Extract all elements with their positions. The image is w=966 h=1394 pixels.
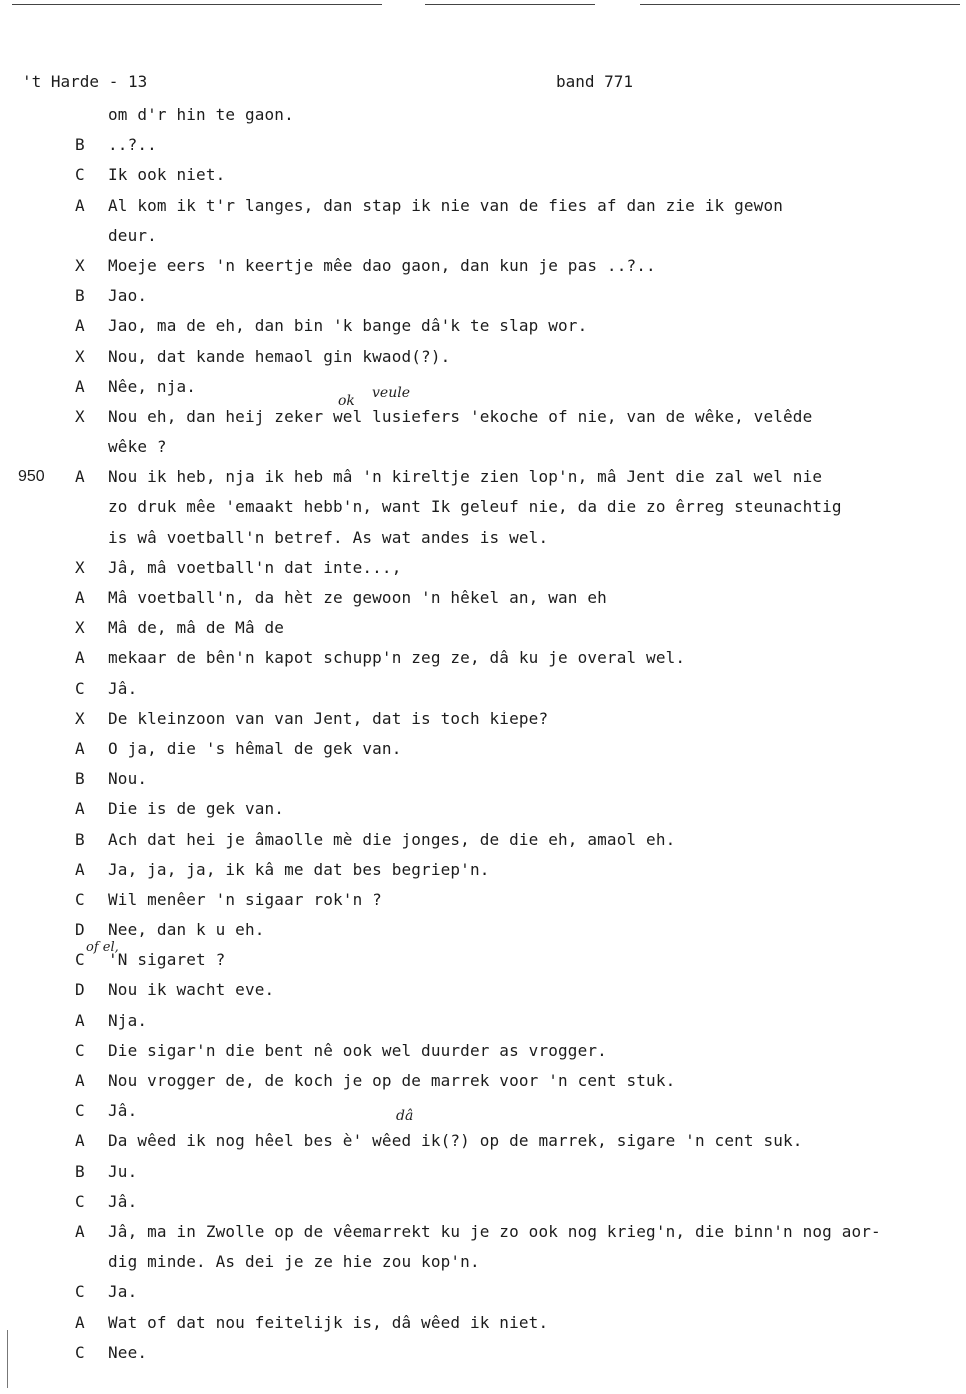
utterance-text: deur. [108, 225, 157, 245]
speaker-label: X [75, 618, 85, 638]
utterance-text: Ach dat hei je âmaolle mè die jonges, de die eh, amaol eh. [108, 829, 676, 849]
speaker-label: A [75, 1071, 85, 1090]
transcript-line [0, 100, 966, 130]
utterance-text: Nêe, nja. [108, 376, 197, 396]
transcript-line [0, 1036, 966, 1066]
transcript-line [0, 1217, 966, 1247]
transcript-line [0, 855, 966, 885]
speaker-label: X [75, 708, 85, 728]
speaker-label: A [75, 588, 85, 607]
transcript-line [0, 825, 966, 855]
transcript-lines [0, 100, 966, 1368]
speaker-label: C [75, 950, 85, 970]
handwritten-note-veule: veule [372, 385, 410, 401]
transcript-line [0, 1096, 966, 1126]
utterance-text: Nou ik heb, nja ik heb mâ 'n kireltje zien lop'n, mâ Jent die zal wel nie [108, 467, 823, 487]
utterance-text: Jâ. [108, 1101, 138, 1121]
page-title: 't Harde - 13 [22, 72, 148, 91]
speaker-label: C [75, 1342, 85, 1362]
transcript-line [0, 945, 966, 975]
speaker-label: A [75, 738, 85, 758]
utterance-text: Wat of dat nou feitelijk is, dâ wêed ik niet. [108, 1312, 549, 1332]
speaker-label: X [75, 346, 85, 366]
speaker-label: C [75, 165, 85, 185]
utterance-text: Nee, dan k u eh. [108, 920, 265, 940]
utterance-text: Mâ de, mâ de Mâ de [108, 618, 285, 638]
transcript-line [0, 342, 966, 372]
transcript-line [0, 1006, 966, 1036]
transcript-line [0, 1157, 966, 1187]
utterance-text: Nou vrogger de, de koch je op de marrek voor 'n cent stuk. [108, 1071, 676, 1090]
utterance-text: 'N sigaret ? [108, 950, 226, 970]
speaker-label: C [75, 1101, 85, 1121]
utterance-text: Jao, ma de eh, dan bin 'k bange dâ'k te slap wor. [108, 316, 588, 336]
transcript-line [0, 704, 966, 734]
line-number: 950 [18, 468, 45, 486]
speaker-label: A [75, 1131, 85, 1151]
speaker-label: D [75, 920, 85, 940]
speaker-label: A [75, 1312, 85, 1332]
utterance-text: Jâ. [108, 1191, 138, 1211]
speaker-label: X [75, 406, 85, 426]
utterance-text: Ja, ja, ja, ik kâ me dat bes begriep'n. [108, 859, 490, 879]
speaker-label: A [75, 859, 85, 879]
speaker-label: A [75, 316, 85, 336]
transcript-line [0, 1126, 966, 1156]
speaker-label: A [75, 799, 85, 819]
transcript-line [0, 764, 966, 794]
transcript-line [0, 281, 966, 311]
speaker-label: C [75, 889, 85, 909]
speaker-label: B [75, 286, 85, 306]
utterance-text: Die sigar'n die bent nê ook wel duurder as vrogger. [108, 1040, 607, 1060]
speaker-label: A [75, 1010, 85, 1030]
utterance-text: Jâ, ma in Zwolle op de vêemarrekt ku je zo ook nog krieg'n, die binn'n nog aor- [108, 1221, 881, 1241]
speaker-label: B [75, 135, 85, 155]
top-rule-left [12, 4, 382, 5]
transcript-line [0, 643, 966, 673]
utterance-text: Nou, dat kande hemaol gin kwaod(?). [108, 346, 451, 366]
page-header [22, 72, 952, 96]
transcript-line [0, 553, 966, 583]
handwritten-note-ok: ok [338, 393, 355, 409]
utterance-text: mekaar de bên'n kapot schupp'n zeg ze, dâ ku je overal wel. [108, 648, 686, 668]
utterance-text: wêke ? [108, 437, 167, 457]
utterance-text: om d'r hin te gaon. [108, 105, 294, 124]
transcript-line [0, 734, 966, 764]
transcript-line [0, 1066, 966, 1096]
utterance-text: Ja. [108, 1282, 138, 1302]
transcript-line [0, 432, 966, 462]
transcript-line [0, 915, 966, 945]
utterance-text: Nou eh, dan heij zeker wel lusiefers 'ekoche of nie, van de wêke, velêde [108, 406, 813, 426]
transcript-line [0, 372, 966, 402]
top-rule-right [640, 4, 960, 5]
transcript-line [0, 613, 966, 643]
handwritten-note-of-el: of el, [86, 940, 119, 955]
utterance-text: dig minde. As dei je ze hie zou kop'n. [108, 1252, 480, 1272]
utterance-text: Da wêed ik nog hêel bes è' wêed ik(?) op de marrek, sigare 'n cent suk. [108, 1131, 803, 1151]
transcript-line [0, 160, 966, 190]
utterance-text: Die is de gek van. [108, 799, 285, 819]
speaker-label: D [75, 980, 85, 1000]
transcript-line [0, 1338, 966, 1368]
transcript-line [0, 1187, 966, 1217]
transcript-line [0, 975, 966, 1005]
speaker-label: B [75, 829, 85, 849]
transcript-line [0, 191, 966, 221]
transcript-line [0, 523, 966, 553]
utterance-text: Nja. [108, 1010, 148, 1030]
utterance-text: De kleinzoon van van Jent, dat is toch kiepe? [108, 708, 549, 728]
speaker-label: A [75, 195, 85, 215]
transcript-line [0, 402, 966, 432]
speaker-label: C [75, 1040, 85, 1060]
transcript-line [0, 583, 966, 613]
speaker-label: C [75, 678, 85, 698]
speaker-label: A [75, 467, 85, 487]
transcript-line [0, 1277, 966, 1307]
transcript-line [0, 674, 966, 704]
transcript-line [0, 1247, 966, 1277]
utterance-text: Nou. [108, 769, 148, 789]
utterance-text: Al kom ik t'r langes, dan stap ik nie van de fies af dan zie ik gewon [108, 195, 784, 215]
transcript-line [0, 885, 966, 915]
speaker-label: X [75, 255, 85, 275]
utterance-text: O ja, die 's hêmal de gek van. [108, 738, 402, 758]
utterance-text: Moeje eers 'n keertje mêe dao gaon, dan kun je pas ..?.. [108, 255, 656, 275]
utterance-text: Jâ, mâ voetball'n dat inte..., [108, 557, 402, 577]
utterance-text: ..?.. [108, 135, 157, 155]
transcript-line [0, 492, 966, 522]
utterance-text: Wil menêer 'n sigaar rok'n ? [108, 889, 382, 909]
utterance-text: Jao. [108, 286, 148, 306]
handwritten-note-da: dâ [396, 1108, 414, 1124]
transcript-line [0, 794, 966, 824]
utterance-text: is wâ voetball'n betref. As wat andes is wel. [108, 527, 549, 547]
speaker-label: A [75, 376, 85, 396]
utterance-text: Nou ik wacht eve. [108, 980, 275, 1000]
transcript-line [0, 1308, 966, 1338]
speaker-label: A [75, 648, 85, 668]
utterance-text: Jâ. [108, 678, 138, 698]
transcript-line [0, 130, 966, 160]
utterance-text: Ju. [108, 1161, 138, 1181]
transcript-line [0, 311, 966, 341]
top-rule-middle [425, 4, 595, 5]
transcript-line [0, 221, 966, 251]
speaker-label: X [75, 557, 85, 577]
speaker-label: A [75, 1221, 85, 1241]
utterance-text: zo druk mêe 'emaakt hebb'n, want Ik geleuf nie, da die zo êrreg steunachtig [108, 497, 842, 517]
utterance-text: Mâ voetball'n, da hèt ze gewoon 'n hêkel an, wan eh [108, 588, 607, 607]
speaker-label: B [75, 769, 85, 789]
speaker-label: B [75, 1161, 85, 1181]
transcript-line [0, 251, 966, 281]
band-number: band 771 [556, 72, 634, 91]
transcript-line [0, 462, 966, 492]
utterance-text: Ik ook niet. [108, 165, 226, 185]
utterance-text: Nee. [108, 1342, 148, 1362]
speaker-label: C [75, 1282, 85, 1302]
speaker-label: C [75, 1191, 85, 1211]
